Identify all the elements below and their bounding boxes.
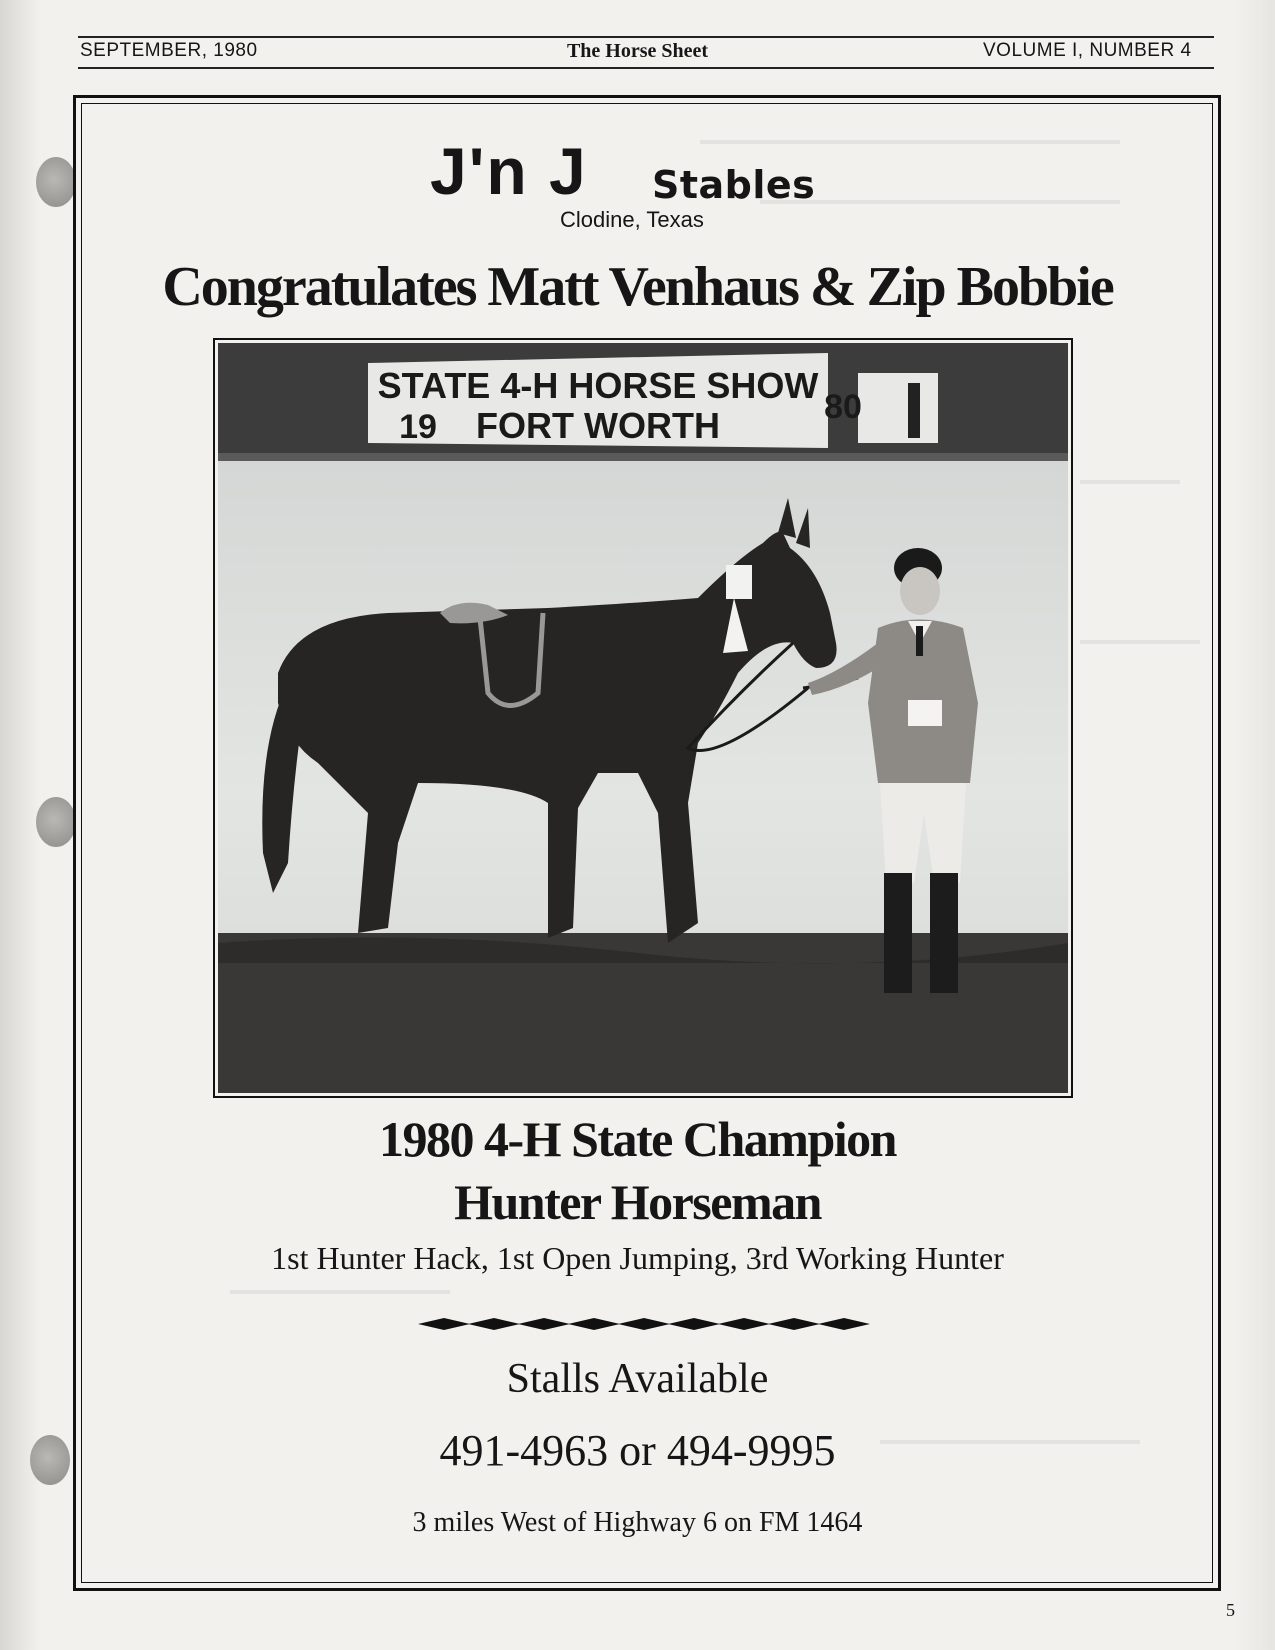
bleed-through	[230, 1290, 450, 1294]
header-date: SEPTEMBER, 1980	[80, 40, 258, 61]
punch-hole-middle	[36, 797, 76, 847]
bleed-through	[1080, 480, 1180, 484]
stalls-available: Stalls Available	[506, 1356, 769, 1402]
stable-logo: J'n J	[430, 134, 588, 208]
banner-year-left: 19	[399, 408, 437, 446]
bleed-through	[700, 140, 1120, 144]
banner-text-line2: FORT WORTH	[476, 405, 720, 446]
punch-hole-top	[36, 157, 76, 207]
stable-location: Clodine, Texas	[560, 207, 704, 232]
horse-photo	[213, 338, 1073, 1098]
ad-headline: Congratulates Matt Venhaus & Zip Bobbie	[162, 256, 1113, 318]
diamond-divider	[418, 1312, 874, 1336]
banner-year-right: 80	[824, 388, 862, 426]
awards-line: 1st Hunter Hack, 1st Open Jumping, 3rd Working Hunter	[271, 1240, 1004, 1276]
header-publication: The Horse Sheet	[566, 40, 709, 62]
banner-text-line1: STATE 4-H HORSE SHOW	[377, 365, 819, 406]
directions: 3 miles West of Highway 6 on FM 1464	[412, 1507, 863, 1538]
header-volume: VOLUME I, NUMBER 4	[983, 40, 1192, 61]
bleed-through	[1080, 640, 1200, 644]
page-number: 5	[1226, 1600, 1235, 1620]
phone-numbers: 491-4963 or 494-9995	[439, 1426, 836, 1475]
champion-subtitle: Hunter Horseman	[454, 1174, 821, 1230]
stable-name: Stables	[652, 163, 816, 207]
header-rule-bottom	[78, 67, 1214, 69]
champion-title: 1980 4-H State Champion	[379, 1111, 896, 1167]
header-rule-top	[78, 36, 1214, 38]
photo-image	[218, 343, 1068, 1093]
